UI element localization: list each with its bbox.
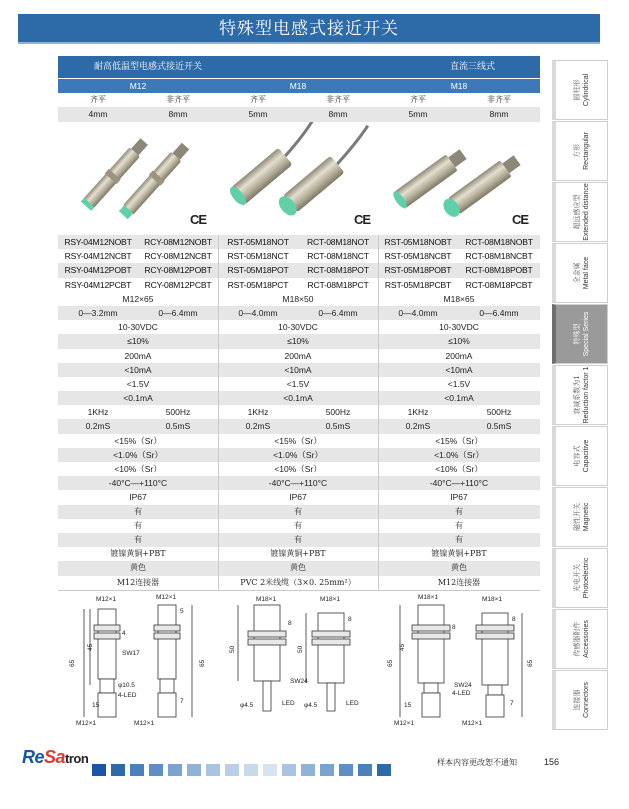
decorative-block <box>225 764 239 776</box>
sidebar-tab-en: Special Series <box>582 311 590 357</box>
ripple-cell: ≤10% <box>448 336 470 347</box>
decorative-block <box>263 764 277 776</box>
category-right: 直流三线式 <box>450 62 496 72</box>
sidebar-tab-cn: 磁性开关 <box>572 503 581 531</box>
dim-label: 65 <box>387 659 394 667</box>
dim-label: 8 <box>452 624 456 631</box>
dimension-svg <box>58 591 540 731</box>
model-cell: RSY-04M12NCBT <box>64 251 132 262</box>
decorative-blocks <box>92 761 396 773</box>
category-bar <box>58 56 540 78</box>
sensor-m18-cable-nonflush <box>275 125 381 219</box>
dim-label: M12×1 <box>96 596 117 603</box>
ripple-row <box>58 334 540 348</box>
response-cell: 0.5mS <box>325 421 351 432</box>
connection-cell: M12连接器 <box>437 577 481 587</box>
dim-label: 7 <box>510 700 514 707</box>
dim-label: φ4.5 <box>304 702 318 709</box>
dim-label: 4-LED <box>452 690 471 697</box>
product-images <box>58 122 540 234</box>
temp-drift-cell: <10%（Sr） <box>114 464 162 474</box>
distance-cell: 5mm <box>248 109 268 120</box>
leakage-cell: <0.1mA <box>444 393 474 404</box>
decorative-block <box>320 764 334 776</box>
sidebar-tab-label <box>573 132 591 170</box>
repeat-cell: <1.0%（Sr） <box>434 449 484 460</box>
reverse-row <box>58 519 540 533</box>
decorative-block <box>130 764 144 776</box>
sidebar-tab[interactable] <box>552 121 608 181</box>
mount-cell: 齐平 <box>90 95 106 105</box>
sidebar-tab[interactable] <box>552 487 608 547</box>
decorative-block <box>377 764 391 776</box>
sidebar-tab[interactable] <box>552 426 608 486</box>
repeat-cell: <1.0%（Sr） <box>113 449 163 460</box>
sidebar-tab-label <box>573 682 591 718</box>
sidebar-tab-cn: 衰减系数为1 <box>572 375 581 415</box>
mount-cell: 非齐平 <box>166 95 190 105</box>
dim-label: M18×1 <box>482 596 503 603</box>
sidebar-tab-label <box>573 558 591 598</box>
dim-label: 8 <box>348 616 352 623</box>
led-color-cell: 黄色 <box>290 563 306 573</box>
protection-row <box>58 490 540 504</box>
sidebar-tab-en: Extended distance <box>582 183 590 241</box>
dim-label: M12×1 <box>156 594 177 601</box>
dim-label: 50 <box>229 645 236 653</box>
model-cell: RST-05M18NOBT <box>384 237 452 247</box>
voltage-cell: 10-30VDC <box>118 322 158 333</box>
sidebar-tab-en: Connectors <box>582 682 590 718</box>
hysteresis-cell: <15%（Sr） <box>274 435 322 446</box>
sidebar-tab-cn: 特殊型 <box>572 323 581 345</box>
mount-cell: 齐平 <box>250 95 266 105</box>
short-circuit-cell: 有 <box>294 506 302 516</box>
reverse-cell: 有 <box>294 520 302 530</box>
dim-label: M18×1 <box>320 596 341 603</box>
model-cell: RST-05M18PCBT <box>384 279 452 290</box>
dim-label: M12×1 <box>394 720 415 727</box>
dim-label: SW24 <box>454 682 472 689</box>
sidebar-tab-cn: 电容式 <box>572 445 581 467</box>
model-cell: RST-05M18NOT <box>227 237 289 247</box>
model-cell: RCT-08M18PCBT <box>465 279 533 290</box>
temp-drift-cell: <10%（Sr） <box>274 464 322 474</box>
sidebar-tab-cn: 超远感应型 <box>572 194 581 230</box>
dim-label: M18×1 <box>418 594 439 601</box>
sidebar-tab-label <box>573 312 591 357</box>
decorative-block <box>301 764 315 776</box>
leakage-cell: <0.1mA <box>283 393 313 404</box>
dim-label: M18×1 <box>256 596 277 603</box>
leakage-cell: <0.1mA <box>123 393 153 404</box>
group-cell: M18 <box>450 81 468 91</box>
sidebar-tab-label <box>573 367 591 424</box>
dim-label: 65 <box>199 659 206 667</box>
led-color-cell: 黄色 <box>130 563 146 573</box>
model-cell: RST-05M18NCT <box>227 251 289 262</box>
model-cell: RSY-04M12NOBT <box>64 237 132 247</box>
sidebar-tab-cn: 连接器 <box>572 689 581 711</box>
size-cell: M18×50 <box>282 293 314 304</box>
repeat-cell: <1.0%（Sr） <box>273 449 323 460</box>
material-cell: 镀镍黄铜+PBT <box>431 549 487 559</box>
reverse-cell: 有 <box>455 520 463 530</box>
decorative-block <box>206 764 220 776</box>
voltage-drop-row <box>58 377 540 391</box>
sidebar-tab[interactable] <box>552 548 608 608</box>
distance-cell: 8mm <box>328 109 348 120</box>
sidebar-tab-label <box>573 183 591 241</box>
dim-label: 7 <box>180 698 184 705</box>
ce-mark: CE <box>354 212 371 227</box>
product-photos <box>58 122 540 234</box>
frequency-cell: 1KHz <box>87 407 109 418</box>
model-cell: RCT-08M18NCBT <box>465 251 533 262</box>
surge-cell: 有 <box>455 534 463 544</box>
dim-label: SW17 <box>122 650 140 657</box>
mount-cell: 非齐平 <box>487 95 511 105</box>
response-cell: 0.5mS <box>486 421 512 432</box>
decorative-block <box>358 764 372 776</box>
range-cell: 0—6.4mm <box>158 307 198 318</box>
sidebar-tab-label <box>573 620 591 658</box>
temperature-row <box>58 476 540 490</box>
range-cell: 0—6.4mm <box>479 307 519 318</box>
model-cell: RCY-08M12NOBT <box>144 237 212 247</box>
consumption-cell: <10mA <box>445 364 473 375</box>
model-row <box>58 249 540 263</box>
mount-cell: 齐平 <box>410 95 426 105</box>
temp-drift-cell: <10%（Sr） <box>435 464 483 474</box>
dim-label: φ10.5 <box>118 682 135 689</box>
protection-cell: IP67 <box>129 492 147 503</box>
model-cell: RCY-08M12NCBT <box>144 251 212 262</box>
dim-label: 4-LED <box>118 692 137 699</box>
sidebar-tab-en: Cylindrical <box>582 73 590 107</box>
protection-cell: IP67 <box>289 492 307 503</box>
voltage-cell: 10-30VDC <box>439 322 479 333</box>
model-cell: RST-05M18NCBT <box>384 251 452 262</box>
response-row <box>58 419 540 433</box>
sidebar-tab-en: Capacitive <box>582 439 590 473</box>
column-divider <box>378 235 379 590</box>
dim-label: φ4.5 <box>240 702 254 709</box>
spec-table <box>58 79 540 122</box>
model-cell: RCT-08M18POT <box>307 265 369 276</box>
temperature-cell: -40°C—+110°C <box>429 478 489 489</box>
sidebar-tab-en: Rectangular <box>582 132 590 170</box>
dim-label: 65 <box>527 659 534 667</box>
group-header-row <box>58 79 540 93</box>
material-row <box>58 547 540 561</box>
sidebar-tab-cn: 光电开关 <box>572 564 581 592</box>
size-cell: M12×65 <box>122 293 154 304</box>
consumption-cell: <10mA <box>284 364 312 375</box>
material-cell: 镀镍黄铜+PBT <box>270 549 326 559</box>
decorative-block <box>111 764 125 776</box>
model-row <box>58 278 540 292</box>
load-current-cell: 200mA <box>284 350 312 361</box>
dim-label: M12×1 <box>134 720 155 727</box>
model-cell: RST-05M18POBT <box>384 265 452 276</box>
hysteresis-cell: <15%（Sr） <box>114 435 162 446</box>
distance-cell: 8mm <box>489 109 509 120</box>
material-cell: 镀镍黄铜+PBT <box>110 549 166 559</box>
logo-part: Sa <box>44 747 66 767</box>
leakage-row <box>58 391 540 405</box>
repeat-row <box>58 448 540 462</box>
frequency-cell: 500Hz <box>486 407 512 418</box>
sidebar-tab-cn: 方形 <box>572 144 581 158</box>
frequency-cell: 500Hz <box>165 407 191 418</box>
hysteresis-cell: <15%（Sr） <box>435 435 483 446</box>
model-cell: RSY-04M12PCBT <box>64 279 132 290</box>
decorative-block <box>92 764 106 776</box>
sidebar-tab[interactable] <box>552 609 608 669</box>
ripple-cell: ≤10% <box>127 336 149 347</box>
model-row <box>58 235 540 249</box>
load-current-cell: 200mA <box>124 350 152 361</box>
response-cell: 0.2mS <box>405 421 431 432</box>
range-cell: 0—6.4mm <box>318 307 358 318</box>
sidebar-tab-en: Accessories <box>582 620 590 658</box>
surge-cell: 有 <box>294 534 302 544</box>
column-divider <box>218 235 219 590</box>
dim-label: 8 <box>512 616 516 623</box>
dim-label: LED <box>346 700 359 707</box>
model-cell: RCT-08M18NOT <box>306 237 370 247</box>
sidebar-tab-label <box>573 440 591 473</box>
logo-part: Re <box>22 747 45 767</box>
sidebar-tab[interactable] <box>552 365 608 425</box>
voltage-drop-cell: <1.5V <box>126 378 150 389</box>
surge-cell: 有 <box>134 534 142 544</box>
load-current-row <box>58 349 540 363</box>
distance-cell: 4mm <box>88 109 108 120</box>
category-sidebar <box>552 60 608 731</box>
connection-row <box>58 576 540 590</box>
model-cell: RCY-08M12POBT <box>144 265 212 276</box>
dim-label: 8 <box>288 620 292 627</box>
protection-cell: IP67 <box>450 492 468 503</box>
decorative-block <box>339 764 353 776</box>
sidebar-tab-cn: 圆柱形 <box>572 79 581 101</box>
range-cell: 0—4.0mm <box>238 307 278 318</box>
dim-label: 5 <box>180 608 184 615</box>
reverse-cell: 有 <box>134 520 142 530</box>
response-cell: 0.2mS <box>85 421 111 432</box>
page-number: 156 <box>544 757 560 767</box>
led-color-cell: 黄色 <box>451 563 467 573</box>
model-cell: RCT-08M18POBT <box>465 265 533 276</box>
dim-label: 4 <box>122 630 126 637</box>
model-cell: RCT-08M18PCT <box>307 279 369 290</box>
surge-row <box>58 533 540 547</box>
sidebar-tab[interactable] <box>552 304 608 364</box>
temp-drift-row <box>58 462 540 476</box>
frequency-cell: 1KHz <box>247 407 269 418</box>
dim-label: LED <box>282 700 295 707</box>
dim-label: 45 <box>399 643 406 651</box>
page-footer <box>18 745 600 785</box>
dim-label: 15 <box>92 702 100 709</box>
distance-row <box>58 107 540 121</box>
temperature-cell: -40°C—+110°C <box>108 478 168 489</box>
dim-label: M12×1 <box>76 720 97 727</box>
sidebar-tab[interactable] <box>552 182 608 242</box>
range-cell: 0—4.0mm <box>398 307 438 318</box>
model-cell: RCT-08M18NOBT <box>465 237 533 247</box>
model-cell: RCY-08M12PCBT <box>144 279 212 290</box>
voltage-cell: 10-30VDC <box>278 322 318 333</box>
decorative-block <box>187 764 201 776</box>
brand-logo <box>22 747 88 768</box>
footer-notice: 样本内容更改恕不通知 <box>437 758 517 767</box>
sidebar-tab-label <box>573 74 591 106</box>
decorative-block <box>168 764 182 776</box>
page-header <box>18 14 600 44</box>
consumption-row <box>58 363 540 377</box>
connection-cell: M12连接器 <box>116 577 160 587</box>
short-circuit-cell: 有 <box>134 506 142 516</box>
sidebar-tab[interactable] <box>552 243 608 303</box>
model-cell: RST-05M18POT <box>227 265 289 276</box>
sidebar-tab-label <box>573 503 591 531</box>
model-cell: RSY-04M12POBT <box>64 265 132 276</box>
size-row <box>58 292 540 306</box>
group-cell: M18 <box>289 81 307 91</box>
mount-cell: 非齐平 <box>326 95 350 105</box>
model-row <box>58 263 540 277</box>
dim-label: M12×1 <box>462 720 483 727</box>
voltage-row <box>58 320 540 334</box>
decorative-block <box>282 764 296 776</box>
short-circuit-row <box>58 505 540 519</box>
dim-label: 50 <box>297 645 304 653</box>
hysteresis-row <box>58 434 540 448</box>
sidebar-tab[interactable] <box>552 670 608 730</box>
sidebar-tab-en: Magnetic <box>582 502 590 532</box>
mount-row <box>58 93 540 107</box>
temperature-cell: -40°C—+110°C <box>268 478 328 489</box>
frequency-cell: 1KHz <box>407 407 429 418</box>
frequency-cell: 500Hz <box>325 407 351 418</box>
dim-label: 65 <box>69 659 76 667</box>
sidebar-tab-en: Metal face <box>582 256 590 290</box>
sidebar-tab-en: Photoelectric <box>582 557 590 599</box>
dim-label: 15 <box>404 702 412 709</box>
distance-cell: 8mm <box>168 109 188 120</box>
category-left: 耐高低温型电感式接近开关 <box>94 62 203 72</box>
range-row <box>58 306 540 320</box>
decorative-block <box>244 764 258 776</box>
ce-mark: CE <box>512 212 529 227</box>
ce-mark: CE <box>190 212 207 227</box>
sidebar-tab-label <box>573 257 591 289</box>
frequency-row <box>58 405 540 419</box>
distance-cell: 5mm <box>408 109 428 120</box>
short-circuit-cell: 有 <box>455 506 463 516</box>
dim-label: 45 <box>87 643 94 651</box>
connection-cell: PVC 2米线缆（3×0. 25mm²） <box>240 577 356 587</box>
dim-label: SW24 <box>290 678 308 685</box>
group-cell: M12 <box>129 81 147 91</box>
led-color-row <box>58 561 540 575</box>
range-cell: 0—3.2mm <box>78 307 118 318</box>
logo-part: tron <box>65 751 89 766</box>
consumption-cell: <10mA <box>124 364 152 375</box>
voltage-drop-cell: <1.5V <box>447 378 471 389</box>
load-current-cell: 200mA <box>445 350 473 361</box>
page-title: 特殊型电感式接近开关 <box>219 19 399 39</box>
sidebar-tab-en: Reduction factor 1 <box>582 366 590 424</box>
model-cell: RCT-08M18NCT <box>307 251 369 262</box>
sidebar-tab-cn: 全金属 <box>572 262 581 284</box>
response-cell: 0.2mS <box>245 421 271 432</box>
dimension-drawings <box>58 590 540 730</box>
sidebar-tab[interactable] <box>552 60 608 120</box>
spec-table-body <box>58 235 540 590</box>
ripple-cell: ≤10% <box>287 336 309 347</box>
model-cell: RST-05M18PCT <box>227 279 289 290</box>
size-cell: M18×65 <box>443 293 475 304</box>
voltage-drop-cell: <1.5V <box>286 378 310 389</box>
response-cell: 0.5mS <box>165 421 191 432</box>
sidebar-tab-cn: 传感器附件 <box>572 621 581 657</box>
decorative-block <box>149 764 163 776</box>
